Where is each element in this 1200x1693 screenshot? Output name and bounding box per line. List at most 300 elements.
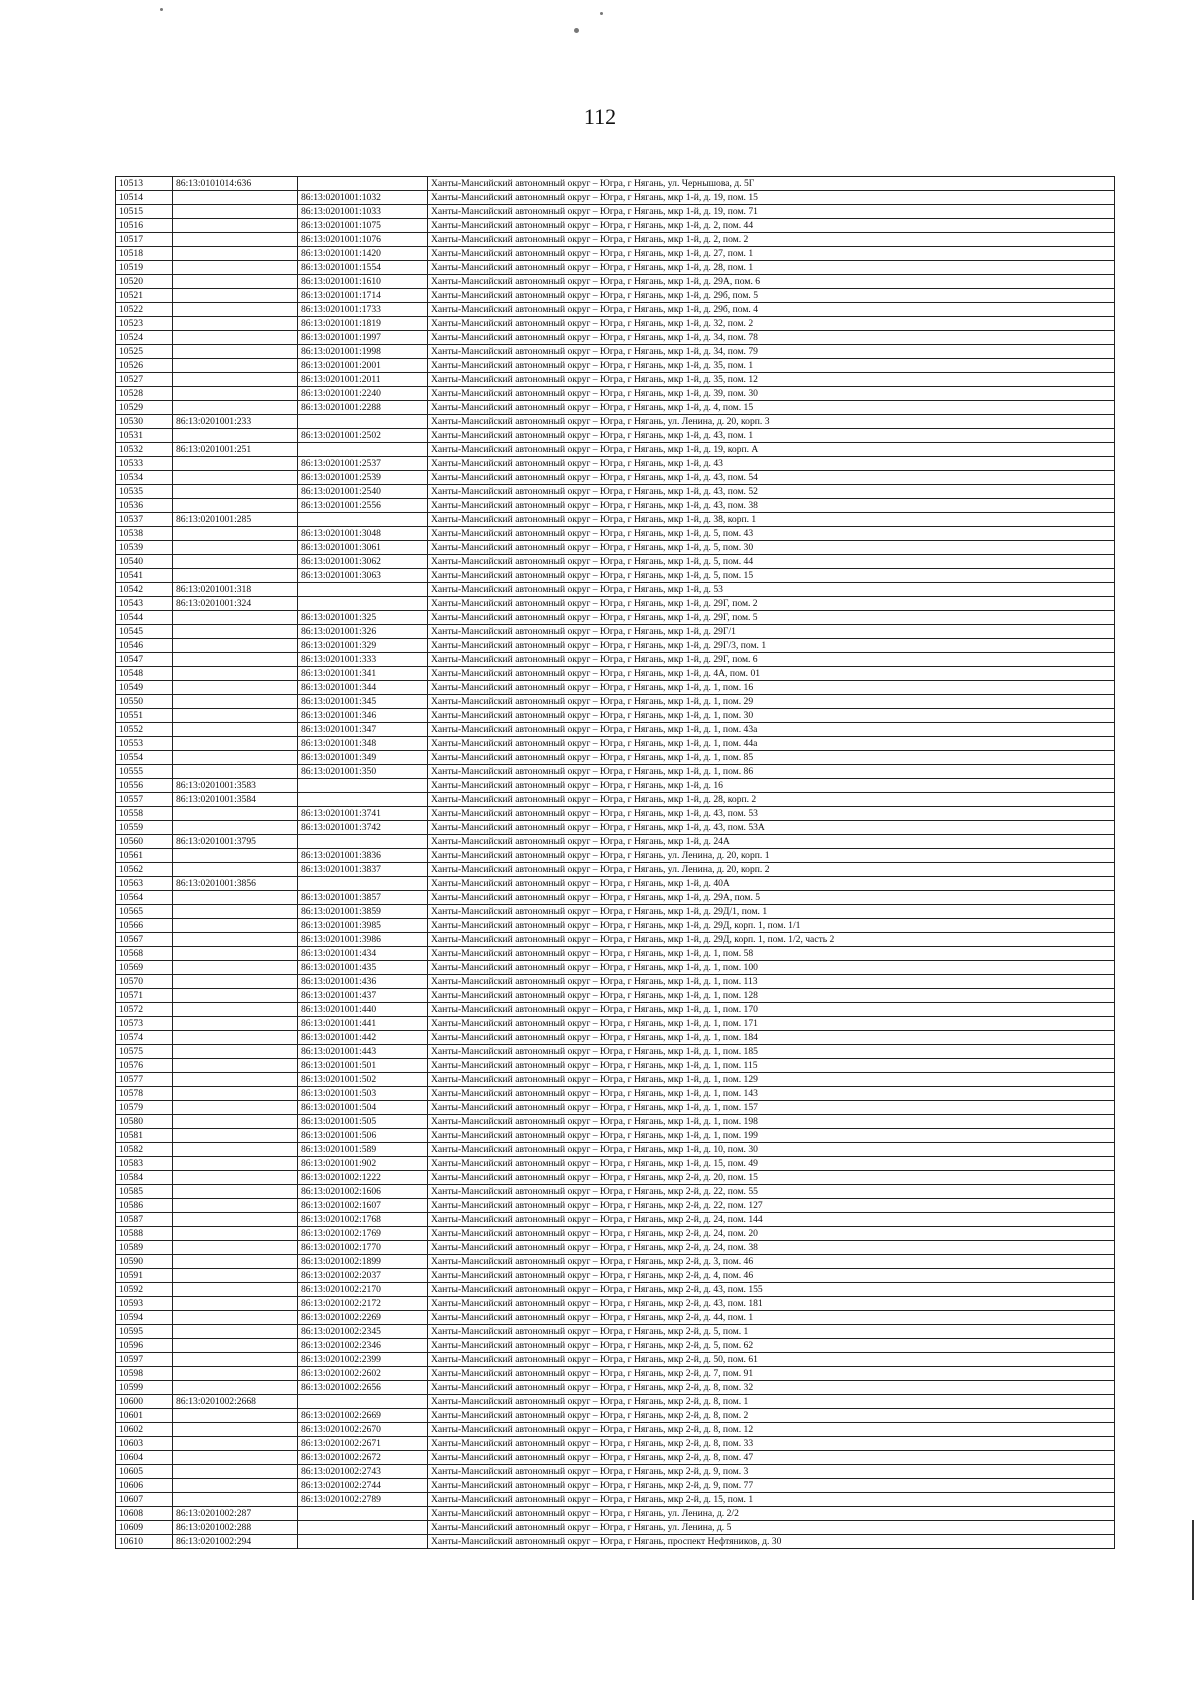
table-row <box>116 751 1115 765</box>
premises-cadastral-number-cell <box>298 177 428 191</box>
address-cell: Ханты-Мансийский автономный округ – Югра, г Нягань, мкр 1-й, д. 32, пом. 2 <box>428 317 1115 331</box>
table-row <box>116 919 1115 933</box>
address-cell: Ханты-Мансийский автономный округ – Югра, г Нягань, мкр 1-й, д. 10, пом. 30 <box>428 1143 1115 1157</box>
cadastral-number-cell <box>173 933 298 947</box>
premises-cadastral-number-cell: 86:13:0201002:2345 <box>298 1325 428 1339</box>
cadastral-number-cell <box>173 373 298 387</box>
row-number-cell: 10602 <box>116 1423 173 1437</box>
cadastral-number-cell <box>173 1451 298 1465</box>
premises-cadastral-number-cell: 86:13:0201001:333 <box>298 653 428 667</box>
row-number-cell: 10610 <box>116 1535 173 1549</box>
row-number-cell: 10522 <box>116 303 173 317</box>
row-number-cell: 10519 <box>116 261 173 275</box>
address-cell: Ханты-Мансийский автономный округ – Югра, г Нягань, мкр 2-й, д. 50, пом. 61 <box>428 1353 1115 1367</box>
table-row <box>116 723 1115 737</box>
table-row <box>116 1059 1115 1073</box>
premises-cadastral-number-cell <box>298 415 428 429</box>
table-row <box>116 863 1115 877</box>
premises-cadastral-number-cell: 86:13:0201001:1714 <box>298 289 428 303</box>
table-row <box>116 429 1115 443</box>
table-row <box>116 1255 1115 1269</box>
cadastral-number-cell <box>173 1423 298 1437</box>
table-row <box>116 1087 1115 1101</box>
table-row <box>116 1143 1115 1157</box>
premises-cadastral-number-cell <box>298 443 428 457</box>
table-row <box>116 1171 1115 1185</box>
row-number-cell: 10594 <box>116 1311 173 1325</box>
address-cell: Ханты-Мансийский автономный округ – Югра, г Нягань, мкр 1-й, д. 40А <box>428 877 1115 891</box>
table-row <box>116 611 1115 625</box>
premises-cadastral-number-cell: 86:13:0201002:2672 <box>298 1451 428 1465</box>
address-cell: Ханты-Мансийский автономный округ – Югра, г Нягань, мкр 2-й, д. 8, пом. 12 <box>428 1423 1115 1437</box>
address-cell: Ханты-Мансийский автономный округ – Югра, г Нягань, мкр 1-й, д. 5, пом. 43 <box>428 527 1115 541</box>
row-number-cell: 10541 <box>116 569 173 583</box>
cadastral-number-cell <box>173 261 298 275</box>
cadastral-number-cell: 86:13:0201001:3583 <box>173 779 298 793</box>
address-cell: Ханты-Мансийский автономный округ – Югра, г Нягань, мкр 1-й, д. 29Д/1, пом. 1 <box>428 905 1115 919</box>
address-cell: Ханты-Мансийский автономный округ – Югра, г Нягань, мкр 1-й, д. 29А, пом. 5 <box>428 891 1115 905</box>
cadastral-number-cell <box>173 1199 298 1213</box>
table-row <box>116 989 1115 1003</box>
row-number-cell: 10603 <box>116 1437 173 1451</box>
table-row <box>116 961 1115 975</box>
address-cell: Ханты-Мансийский автономный округ – Югра, г Нягань, мкр 2-й, д. 22, пом. 55 <box>428 1185 1115 1199</box>
premises-cadastral-number-cell: 86:13:0201001:1998 <box>298 345 428 359</box>
table-row <box>116 1339 1115 1353</box>
premises-cadastral-number-cell: 86:13:0201001:3061 <box>298 541 428 555</box>
table-row <box>116 639 1115 653</box>
row-number-cell: 10577 <box>116 1073 173 1087</box>
table-row <box>116 1493 1115 1507</box>
premises-cadastral-number-cell: 86:13:0201001:503 <box>298 1087 428 1101</box>
table-row <box>116 835 1115 849</box>
table-row <box>116 415 1115 429</box>
row-number-cell: 10580 <box>116 1115 173 1129</box>
cadastral-number-cell: 86:13:0201001:251 <box>173 443 298 457</box>
address-cell: Ханты-Мансийский автономный округ – Югра, г Нягань, мкр 2-й, д. 9, пом. 77 <box>428 1479 1115 1493</box>
premises-cadastral-number-cell <box>298 597 428 611</box>
cadastral-number-cell <box>173 849 298 863</box>
premises-cadastral-number-cell: 86:13:0201002:2743 <box>298 1465 428 1479</box>
table-row <box>116 1297 1115 1311</box>
premises-cadastral-number-cell: 86:13:0201001:2539 <box>298 471 428 485</box>
address-cell: Ханты-Мансийский автономный округ – Югра, г Нягань, мкр 1-й, д. 29Г/3, пом. 1 <box>428 639 1115 653</box>
address-cell: Ханты-Мансийский автономный округ – Югра, г Нягань, мкр 2-й, д. 20, пом. 15 <box>428 1171 1115 1185</box>
address-cell: Ханты-Мансийский автономный округ – Югра, г Нягань, мкр 1-й, д. 1, пом. 85 <box>428 751 1115 765</box>
row-number-cell: 10520 <box>116 275 173 289</box>
row-number-cell: 10571 <box>116 989 173 1003</box>
row-number-cell: 10543 <box>116 597 173 611</box>
scan-speck <box>600 12 603 15</box>
premises-cadastral-number-cell: 86:13:0201001:1032 <box>298 191 428 205</box>
table-row <box>116 1325 1115 1339</box>
cadastral-number-cell <box>173 1045 298 1059</box>
cadastral-number-cell <box>173 1339 298 1353</box>
table-row <box>116 191 1115 205</box>
row-number-cell: 10609 <box>116 1521 173 1535</box>
row-number-cell: 10538 <box>116 527 173 541</box>
premises-cadastral-number-cell: 86:13:0201001:348 <box>298 737 428 751</box>
row-number-cell: 10559 <box>116 821 173 835</box>
premises-cadastral-number-cell: 86:13:0201002:2172 <box>298 1297 428 1311</box>
row-number-cell: 10567 <box>116 933 173 947</box>
address-cell: Ханты-Мансийский автономный округ – Югра, г Нягань, мкр 1-й, д. 43, пом. 1 <box>428 429 1115 443</box>
premises-cadastral-number-cell: 86:13:0201002:2670 <box>298 1423 428 1437</box>
table-row <box>116 1101 1115 1115</box>
row-number-cell: 10536 <box>116 499 173 513</box>
cadastral-number-cell: 86:13:0201002:287 <box>173 1507 298 1521</box>
cadastral-number-cell <box>173 1213 298 1227</box>
table-row <box>116 331 1115 345</box>
premises-cadastral-number-cell: 86:13:0201001:3062 <box>298 555 428 569</box>
table-row <box>116 709 1115 723</box>
premises-cadastral-number-cell: 86:13:0201001:504 <box>298 1101 428 1115</box>
address-cell: Ханты-Мансийский автономный округ – Югра, г Нягань, мкр 1-й, д. 5, пом. 44 <box>428 555 1115 569</box>
table-row <box>116 597 1115 611</box>
table-row <box>116 569 1115 583</box>
row-number-cell: 10569 <box>116 961 173 975</box>
row-number-cell: 10575 <box>116 1045 173 1059</box>
table-row <box>116 1003 1115 1017</box>
cadastral-number-cell <box>173 527 298 541</box>
table-row <box>116 1283 1115 1297</box>
table-row <box>116 527 1115 541</box>
cadastral-number-cell <box>173 275 298 289</box>
cadastral-number-cell <box>173 429 298 443</box>
cadastral-number-cell <box>173 1465 298 1479</box>
address-cell: Ханты-Мансийский автономный округ – Югра, г Нягань, мкр 2-й, д. 3, пом. 46 <box>428 1255 1115 1269</box>
cadastral-number-cell <box>173 751 298 765</box>
row-number-cell: 10561 <box>116 849 173 863</box>
address-cell: Ханты-Мансийский автономный округ – Югра, г Нягань, мкр 1-й, д. 35, пом. 12 <box>428 373 1115 387</box>
table-row <box>116 219 1115 233</box>
cadastral-number-cell <box>173 1493 298 1507</box>
cadastral-number-cell <box>173 1311 298 1325</box>
cadastral-number-cell <box>173 863 298 877</box>
table-row <box>116 1381 1115 1395</box>
cadastral-number-cell <box>173 653 298 667</box>
address-cell: Ханты-Мансийский автономный округ – Югра, г Нягань, ул. Ленина, д. 2/2 <box>428 1507 1115 1521</box>
table-row <box>116 1451 1115 1465</box>
row-number-cell: 10531 <box>116 429 173 443</box>
row-number-cell: 10599 <box>116 1381 173 1395</box>
address-cell: Ханты-Мансийский автономный округ – Югра, г Нягань, мкр 2-й, д. 5, пом. 1 <box>428 1325 1115 1339</box>
table-row <box>116 513 1115 527</box>
row-number-cell: 10534 <box>116 471 173 485</box>
address-cell: Ханты-Мансийский автономный округ – Югра, г Нягань, мкр 1-й, д. 1, пом. 157 <box>428 1101 1115 1115</box>
premises-cadastral-number-cell <box>298 793 428 807</box>
cadastral-number-cell: 86:13:0201001:3584 <box>173 793 298 807</box>
address-cell: Ханты-Мансийский автономный округ – Югра, г Нягань, мкр 1-й, д. 1, пом. 58 <box>428 947 1115 961</box>
table-row <box>116 1367 1115 1381</box>
premises-cadastral-number-cell: 86:13:0201001:505 <box>298 1115 428 1129</box>
premises-cadastral-number-cell: 86:13:0201001:3857 <box>298 891 428 905</box>
row-number-cell: 10588 <box>116 1227 173 1241</box>
address-cell: Ханты-Мансийский автономный округ – Югра, г Нягань, мкр 1-й, д. 1, пом. 198 <box>428 1115 1115 1129</box>
row-number-cell: 10517 <box>116 233 173 247</box>
cadastral-number-cell <box>173 1073 298 1087</box>
table-row <box>116 975 1115 989</box>
table-row <box>116 1353 1115 1367</box>
row-number-cell: 10560 <box>116 835 173 849</box>
row-number-cell: 10547 <box>116 653 173 667</box>
address-cell: Ханты-Мансийский автономный округ – Югра, г Нягань, мкр 1-й, д. 16 <box>428 779 1115 793</box>
premises-cadastral-number-cell: 86:13:0201002:2037 <box>298 1269 428 1283</box>
premises-cadastral-number-cell: 86:13:0201001:350 <box>298 765 428 779</box>
premises-cadastral-number-cell: 86:13:0201002:2602 <box>298 1367 428 1381</box>
address-cell: Ханты-Мансийский автономный округ – Югра, г Нягань, мкр 1-й, д. 43, пом. 52 <box>428 485 1115 499</box>
address-cell: Ханты-Мансийский автономный округ – Югра, г Нягань, мкр 2-й, д. 8, пом. 1 <box>428 1395 1115 1409</box>
cadastral-number-cell <box>173 219 298 233</box>
premises-cadastral-number-cell: 86:13:0201001:442 <box>298 1031 428 1045</box>
address-cell: Ханты-Мансийский автономный округ – Югра, г Нягань, мкр 1-й, д. 29Г, пом. 2 <box>428 597 1115 611</box>
address-cell: Ханты-Мансийский автономный округ – Югра, г Нягань, мкр 1-й, д. 43 <box>428 457 1115 471</box>
cadastral-number-cell <box>173 1269 298 1283</box>
row-number-cell: 10596 <box>116 1339 173 1353</box>
row-number-cell: 10576 <box>116 1059 173 1073</box>
row-number-cell: 10565 <box>116 905 173 919</box>
row-number-cell: 10521 <box>116 289 173 303</box>
address-cell: Ханты-Мансийский автономный округ – Югра, г Нягань, мкр 1-й, д. 34, пом. 79 <box>428 345 1115 359</box>
row-number-cell: 10525 <box>116 345 173 359</box>
premises-cadastral-number-cell: 86:13:0201001:436 <box>298 975 428 989</box>
table-row <box>116 443 1115 457</box>
table-row <box>116 345 1115 359</box>
table-row <box>116 905 1115 919</box>
row-number-cell: 10589 <box>116 1241 173 1255</box>
table-row <box>116 1017 1115 1031</box>
address-cell: Ханты-Мансийский автономный округ – Югра, г Нягань, мкр 2-й, д. 44, пом. 1 <box>428 1311 1115 1325</box>
table-row <box>116 583 1115 597</box>
table-row <box>116 653 1115 667</box>
table-row <box>116 555 1115 569</box>
row-number-cell: 10573 <box>116 1017 173 1031</box>
address-cell: Ханты-Мансийский автономный округ – Югра, г Нягань, мкр 1-й, д. 24А <box>428 835 1115 849</box>
table-row <box>116 947 1115 961</box>
premises-cadastral-number-cell: 86:13:0201001:1819 <box>298 317 428 331</box>
address-cell: Ханты-Мансийский автономный округ – Югра, г Нягань, мкр 1-й, д. 38, корп. 1 <box>428 513 1115 527</box>
row-number-cell: 10550 <box>116 695 173 709</box>
table-row <box>116 1115 1115 1129</box>
table-row <box>116 779 1115 793</box>
address-cell: Ханты-Мансийский автономный округ – Югра, г Нягань, мкр 1-й, д. 1, пом. 185 <box>428 1045 1115 1059</box>
premises-cadastral-number-cell: 86:13:0201001:349 <box>298 751 428 765</box>
address-cell: Ханты-Мансийский автономный округ – Югра, г Нягань, мкр 1-й, д. 4А, пом. 01 <box>428 667 1115 681</box>
cadastral-number-cell <box>173 387 298 401</box>
table-row <box>116 1479 1115 1493</box>
table-row <box>116 1073 1115 1087</box>
cadastral-number-cell <box>173 1437 298 1451</box>
row-number-cell: 10554 <box>116 751 173 765</box>
premises-cadastral-number-cell: 86:13:0201001:3859 <box>298 905 428 919</box>
row-number-cell: 10563 <box>116 877 173 891</box>
table-row <box>116 233 1115 247</box>
premises-cadastral-number-cell: 86:13:0201001:344 <box>298 681 428 695</box>
cadastral-number-cell <box>173 317 298 331</box>
table-row <box>116 289 1115 303</box>
address-cell: Ханты-Мансийский автономный округ – Югра, г Нягань, мкр 1-й, д. 1, пом. 100 <box>428 961 1115 975</box>
table-row <box>116 401 1115 415</box>
address-cell: Ханты-Мансийский автономный округ – Югра, г Нягань, мкр 1-й, д. 29Д, корп. 1, пом. 1/1 <box>428 919 1115 933</box>
address-cell: Ханты-Мансийский автономный округ – Югра, г Нягань, мкр 1-й, д. 19, пом. 15 <box>428 191 1115 205</box>
table-row <box>116 891 1115 905</box>
premises-cadastral-number-cell: 86:13:0201001:3837 <box>298 863 428 877</box>
table-row <box>116 877 1115 891</box>
row-number-cell: 10583 <box>116 1157 173 1171</box>
address-cell: Ханты-Мансийский автономный округ – Югра, г Нягань, мкр 1-й, д. 53 <box>428 583 1115 597</box>
cadastral-number-cell: 86:13:0101014:636 <box>173 177 298 191</box>
row-number-cell: 10591 <box>116 1269 173 1283</box>
address-cell: Ханты-Мансийский автономный округ – Югра, г Нягань, ул. Ленина, д. 20, корп. 3 <box>428 415 1115 429</box>
row-number-cell: 10533 <box>116 457 173 471</box>
table-row <box>116 1157 1115 1171</box>
premises-cadastral-number-cell: 86:13:0201002:2789 <box>298 1493 428 1507</box>
row-number-cell: 10524 <box>116 331 173 345</box>
row-number-cell: 10535 <box>116 485 173 499</box>
cadastral-number-cell <box>173 1283 298 1297</box>
address-cell: Ханты-Мансийский автономный округ – Югра, г Нягань, мкр 2-й, д. 8, пом. 33 <box>428 1437 1115 1451</box>
address-cell: Ханты-Мансийский автономный округ – Югра, г Нягань, мкр 2-й, д. 43, пом. 181 <box>428 1297 1115 1311</box>
cadastral-number-cell <box>173 1367 298 1381</box>
table-row <box>116 359 1115 373</box>
premises-cadastral-number-cell: 86:13:0201001:325 <box>298 611 428 625</box>
cadastral-number-cell <box>173 1241 298 1255</box>
table-row <box>116 1129 1115 1143</box>
cadastral-number-cell <box>173 723 298 737</box>
row-number-cell: 10585 <box>116 1185 173 1199</box>
address-cell: Ханты-Мансийский автономный округ – Югра, г Нягань, мкр 1-й, д. 2, пом. 2 <box>428 233 1115 247</box>
row-number-cell: 10544 <box>116 611 173 625</box>
address-cell: Ханты-Мансийский автономный округ – Югра, г Нягань, мкр 1-й, д. 1, пом. 86 <box>428 765 1115 779</box>
premises-cadastral-number-cell: 86:13:0201001:3836 <box>298 849 428 863</box>
table-row <box>116 793 1115 807</box>
address-cell: Ханты-Мансийский автономный округ – Югра, г Нягань, мкр 1-й, д. 1, пом. 171 <box>428 1017 1115 1031</box>
table-row <box>116 247 1115 261</box>
row-number-cell: 10562 <box>116 863 173 877</box>
cadastral-number-cell <box>173 891 298 905</box>
cadastral-number-cell <box>173 569 298 583</box>
address-cell: Ханты-Мансийский автономный округ – Югра, г Нягань, мкр 1-й, д. 19, корп. А <box>428 443 1115 457</box>
premises-cadastral-number-cell: 86:13:0201001:1554 <box>298 261 428 275</box>
cadastral-number-cell <box>173 1017 298 1031</box>
address-cell: Ханты-Мансийский автономный округ – Югра, г Нягань, проспект Нефтяников, д. 30 <box>428 1535 1115 1549</box>
row-number-cell: 10542 <box>116 583 173 597</box>
row-number-cell: 10532 <box>116 443 173 457</box>
premises-cadastral-number-cell: 86:13:0201001:1033 <box>298 205 428 219</box>
cadastral-number-cell <box>173 681 298 695</box>
row-number-cell: 10600 <box>116 1395 173 1409</box>
address-cell: Ханты-Мансийский автономный округ – Югра, г Нягань, мкр 1-й, д. 2, пом. 44 <box>428 219 1115 233</box>
cadastral-number-cell <box>173 1171 298 1185</box>
premises-cadastral-number-cell: 86:13:0201001:2502 <box>298 429 428 443</box>
address-cell: Ханты-Мансийский автономный округ – Югра, г Нягань, мкр 1-й, д. 15, пом. 49 <box>428 1157 1115 1171</box>
table-row <box>116 1269 1115 1283</box>
premises-cadastral-number-cell: 86:13:0201001:3742 <box>298 821 428 835</box>
row-number-cell: 10592 <box>116 1283 173 1297</box>
address-cell: Ханты-Мансийский автономный округ – Югра, г Нягань, мкр 2-й, д. 8, пом. 2 <box>428 1409 1115 1423</box>
table-row <box>116 681 1115 695</box>
row-number-cell: 10553 <box>116 737 173 751</box>
address-cell: Ханты-Мансийский автономный округ – Югра, г Нягань, мкр 2-й, д. 7, пом. 91 <box>428 1367 1115 1381</box>
cadastral-number-cell <box>173 1087 298 1101</box>
table-row <box>116 541 1115 555</box>
premises-cadastral-number-cell: 86:13:0201001:2537 <box>298 457 428 471</box>
row-number-cell: 10570 <box>116 975 173 989</box>
address-cell: Ханты-Мансийский автономный округ – Югра, г Нягань, мкр 1-й, д. 1, пом. 30 <box>428 709 1115 723</box>
row-number-cell: 10595 <box>116 1325 173 1339</box>
premises-cadastral-number-cell: 86:13:0201002:1607 <box>298 1199 428 1213</box>
premises-cadastral-number-cell: 86:13:0201002:2656 <box>298 1381 428 1395</box>
address-cell: Ханты-Мансийский автономный округ – Югра, г Нягань, мкр 1-й, д. 29б, пом. 4 <box>428 303 1115 317</box>
cadastral-number-cell <box>173 625 298 639</box>
premises-cadastral-number-cell: 86:13:0201002:1606 <box>298 1185 428 1199</box>
row-number-cell: 10564 <box>116 891 173 905</box>
address-cell: Ханты-Мансийский автономный округ – Югра, г Нягань, мкр 1-й, д. 29Г, пом. 5 <box>428 611 1115 625</box>
premises-cadastral-number-cell <box>298 835 428 849</box>
cadastral-number-cell: 86:13:0201002:294 <box>173 1535 298 1549</box>
row-number-cell: 10513 <box>116 177 173 191</box>
cadastral-number-cell: 86:13:0201001:324 <box>173 597 298 611</box>
cadastral-number-cell <box>173 289 298 303</box>
cadastral-number-cell: 86:13:0201001:3856 <box>173 877 298 891</box>
cadastral-number-cell: 86:13:0201001:3795 <box>173 835 298 849</box>
address-cell: Ханты-Мансийский автономный округ – Югра, г Нягань, мкр 1-й, д. 28, пом. 1 <box>428 261 1115 275</box>
address-cell: Ханты-Мансийский автономный округ – Югра, г Нягань, мкр 1-й, д. 1, пом. 170 <box>428 1003 1115 1017</box>
cadastral-number-cell <box>173 919 298 933</box>
address-cell: Ханты-Мансийский автономный округ – Югра, г Нягань, мкр 2-й, д. 43, пом. 155 <box>428 1283 1115 1297</box>
row-number-cell: 10574 <box>116 1031 173 1045</box>
cadastral-number-cell <box>173 709 298 723</box>
address-cell: Ханты-Мансийский автономный округ – Югра, г Нягань, мкр 2-й, д. 8, пом. 47 <box>428 1451 1115 1465</box>
address-cell: Ханты-Мансийский автономный округ – Югра, г Нягань, мкр 1-й, д. 19, пом. 71 <box>428 205 1115 219</box>
premises-cadastral-number-cell <box>298 1507 428 1521</box>
table-row <box>116 1045 1115 1059</box>
premises-cadastral-number-cell: 86:13:0201001:2011 <box>298 373 428 387</box>
cadastral-number-cell <box>173 331 298 345</box>
premises-cadastral-number-cell: 86:13:0201001:326 <box>298 625 428 639</box>
row-number-cell: 10586 <box>116 1199 173 1213</box>
table-row <box>116 317 1115 331</box>
scan-speck <box>160 8 163 11</box>
premises-cadastral-number-cell: 86:13:0201001:346 <box>298 709 428 723</box>
row-number-cell: 10527 <box>116 373 173 387</box>
page-number: 112 <box>583 104 617 129</box>
premises-cadastral-number-cell: 86:13:0201001:2556 <box>298 499 428 513</box>
address-cell: Ханты-Мансийский автономный округ – Югра, г Нягань, мкр 1-й, д. 5, пом. 30 <box>428 541 1115 555</box>
premises-cadastral-number-cell: 86:13:0201001:437 <box>298 989 428 1003</box>
table-row <box>116 933 1115 947</box>
premises-cadastral-number-cell: 86:13:0201001:3048 <box>298 527 428 541</box>
cadastral-number-cell <box>173 1297 298 1311</box>
address-cell: Ханты-Мансийский автономный округ – Югра, г Нягань, мкр 1-й, д. 1, пом. 129 <box>428 1073 1115 1087</box>
premises-cadastral-number-cell: 86:13:0201001:347 <box>298 723 428 737</box>
cadastral-number-cell <box>173 1157 298 1171</box>
address-cell: Ханты-Мансийский автономный округ – Югра, г Нягань, мкр 1-й, д. 1, пом. 184 <box>428 1031 1115 1045</box>
table-row <box>116 667 1115 681</box>
premises-cadastral-number-cell: 86:13:0201001:589 <box>298 1143 428 1157</box>
premises-cadastral-number-cell: 86:13:0201002:2671 <box>298 1437 428 1451</box>
premises-cadastral-number-cell <box>298 513 428 527</box>
premises-cadastral-number-cell <box>298 1521 428 1535</box>
row-number-cell: 10604 <box>116 1451 173 1465</box>
premises-cadastral-number-cell: 86:13:0201001:345 <box>298 695 428 709</box>
table-row <box>116 485 1115 499</box>
cadastral-number-cell: 86:13:0201001:285 <box>173 513 298 527</box>
premises-cadastral-number-cell: 86:13:0201002:2346 <box>298 1339 428 1353</box>
cadastral-number-cell <box>173 1227 298 1241</box>
premises-cadastral-number-cell <box>298 877 428 891</box>
table-row <box>116 275 1115 289</box>
